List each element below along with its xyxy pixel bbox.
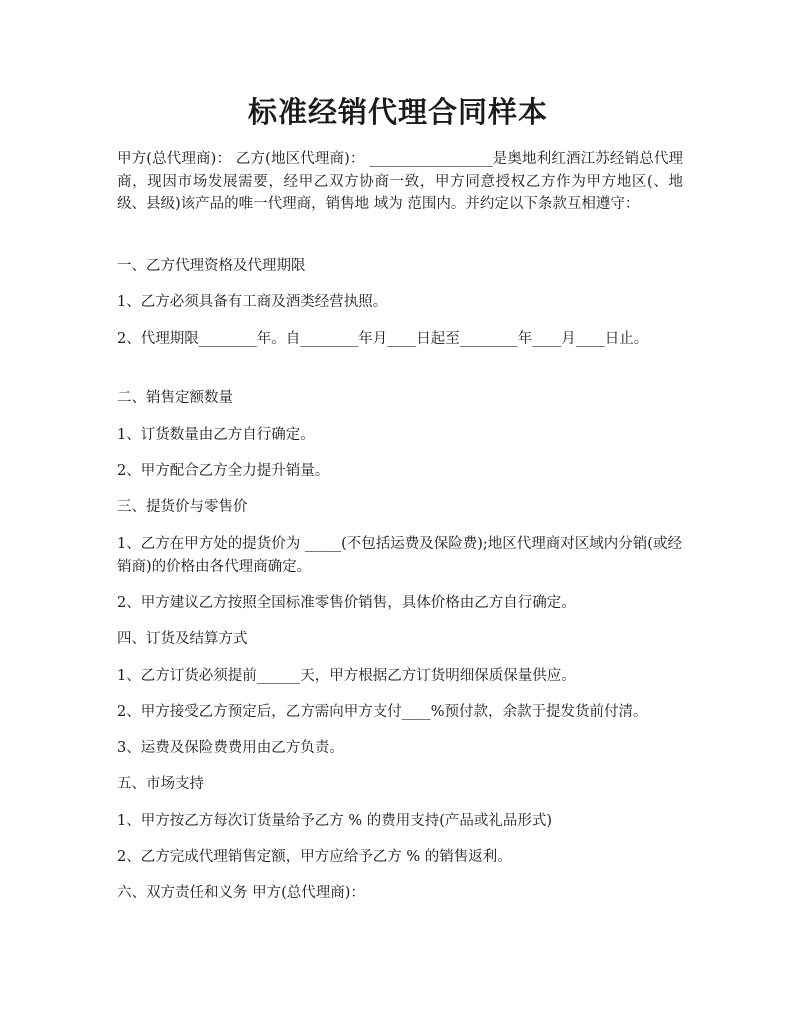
section-3-item-1: 1、乙方在甲方处的提货价为 _____(不包括运费及保险费);地区代理商对区域内分销(或经销商)的价格由各代理商确定。 [117,536,682,575]
section-4-heading: 四、订货及结算方式 [117,631,248,647]
section-4-item-1: 1、乙方订货必须提前______天，甲方根据乙方订货明细保质保量供应。 [117,668,576,684]
section-1-heading: 一、乙方代理资格及代理期限 [117,258,306,274]
section-2-item-2: 2、甲方配合乙方全力提升销量。 [117,463,330,479]
section-4-item-2: 2、甲方接受乙方预定后，乙方需向甲方支付____%预付款，余款于提发货前付清。 [117,704,648,720]
section-6-heading: 六、双方责任和义务 甲方(总代理商)： [117,885,365,901]
section-3-item-2: 2、甲方建议乙方按照全国标准零售价销售，具体价格由乙方自行确定。 [117,595,576,611]
section-5-item-2: 2、乙方完成代理销售定额，甲方应给予乙方 % 的销售返利。 [117,849,512,865]
section-3-heading: 三、提货价与零售价 [117,499,248,515]
section-2-item-1: 1、订货数量由乙方自行确定。 [117,427,315,443]
document-title: 标准经销代理合同样本 [247,95,548,129]
section-5-heading: 五、市场支持 [117,776,204,792]
section-5-item-1: 1、甲方按乙方每次订货量给予乙方 % 的费用支持(产品或礼品形式) [117,813,553,829]
section-4-item-3: 3、运费及保险费费用由乙方负责。 [117,740,344,756]
section-1-item-2: 2、代理期限________年。自________年月____日起至________年____月____日止。 [117,331,649,347]
intro-paragraph: 甲方(总代理商)： 乙方(地区代理商)： _________________是奥地利红酒江苏经销总代理商，现因市场发展需要，经甲乙双方协商一致，甲方同意授权乙方作为甲方地区(、地级、县级)该产品的唯一代理商，销售地 域为 范围内。并约定以下条款互相遵守： [117,151,683,212]
section-2-heading: 二、销售定额数量 [117,390,233,406]
section-1-item-1: 1、乙方必须具备有工商及酒类经营执照。 [117,294,388,310]
